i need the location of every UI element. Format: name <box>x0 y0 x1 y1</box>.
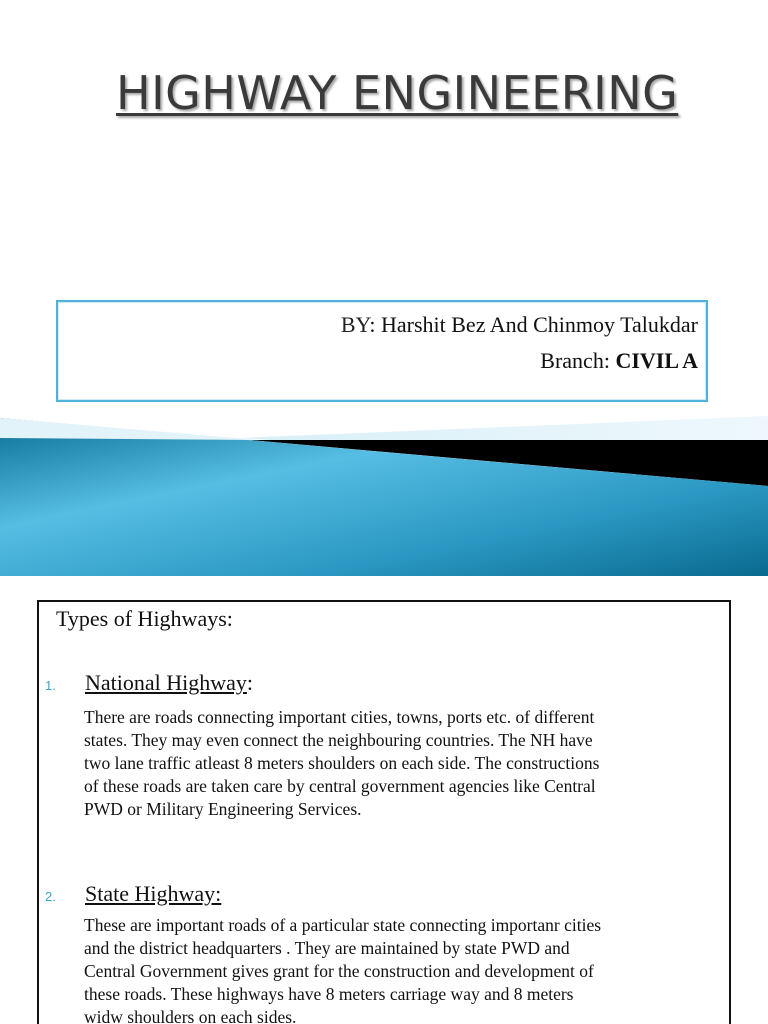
state-highway-title <box>85 881 221 907</box>
branch-value: CIVIL A <box>615 348 698 373</box>
content-slide <box>0 576 768 1024</box>
branch-line <box>540 348 698 374</box>
byline-box <box>56 300 708 402</box>
pale-stripe <box>240 416 768 442</box>
body-line: There are roads connecting important cities, towns, ports etc. of different <box>84 707 595 727</box>
authors-line <box>341 312 698 338</box>
body-line: these roads. These highways have 8 meters carriage way and 8 meters <box>84 984 574 1004</box>
national-highway-title-suffix: : <box>246 670 254 695</box>
branch-label: Branch: <box>540 348 616 373</box>
state-highway-title-text: State Highway: <box>85 881 222 906</box>
body-line: two lane traffic atleast 8 meters shoulders on each side. The constructions <box>84 753 600 773</box>
list-number-2: 2. <box>45 889 56 904</box>
by-label: BY <box>340 312 370 337</box>
national-highway-body <box>84 706 724 821</box>
national-highway-title <box>85 670 253 696</box>
body-line: These are important roads of a particular state connecting importanr cities <box>84 915 602 935</box>
body-line: widw shoulders on each sides. <box>84 1007 297 1024</box>
body-line: Central Government gives grant for the construction and development of <box>84 961 594 981</box>
national-highway-title-text: National Highway <box>85 670 247 695</box>
body-line: states. They may even connect the neighbouring countries. The NH have <box>84 730 593 750</box>
types-heading: Types of Highways: <box>56 606 233 631</box>
decorative-banner <box>0 410 768 576</box>
body-line: and the district headquarters . They are maintained by state PWD and <box>84 938 570 958</box>
body-line: of these roads are taken care by central government agencies like Central <box>84 776 596 796</box>
body-line: PWD or Military Engineering Services. <box>84 799 362 819</box>
state-highway-body <box>84 914 724 1024</box>
list-number-1: 1. <box>45 678 56 693</box>
authors-text: : Harshit Bez And Chinmoy Talukdar <box>369 312 698 337</box>
pale-wedge <box>0 418 260 440</box>
slide-title: HIGHWAY ENGINEERING <box>116 66 679 120</box>
